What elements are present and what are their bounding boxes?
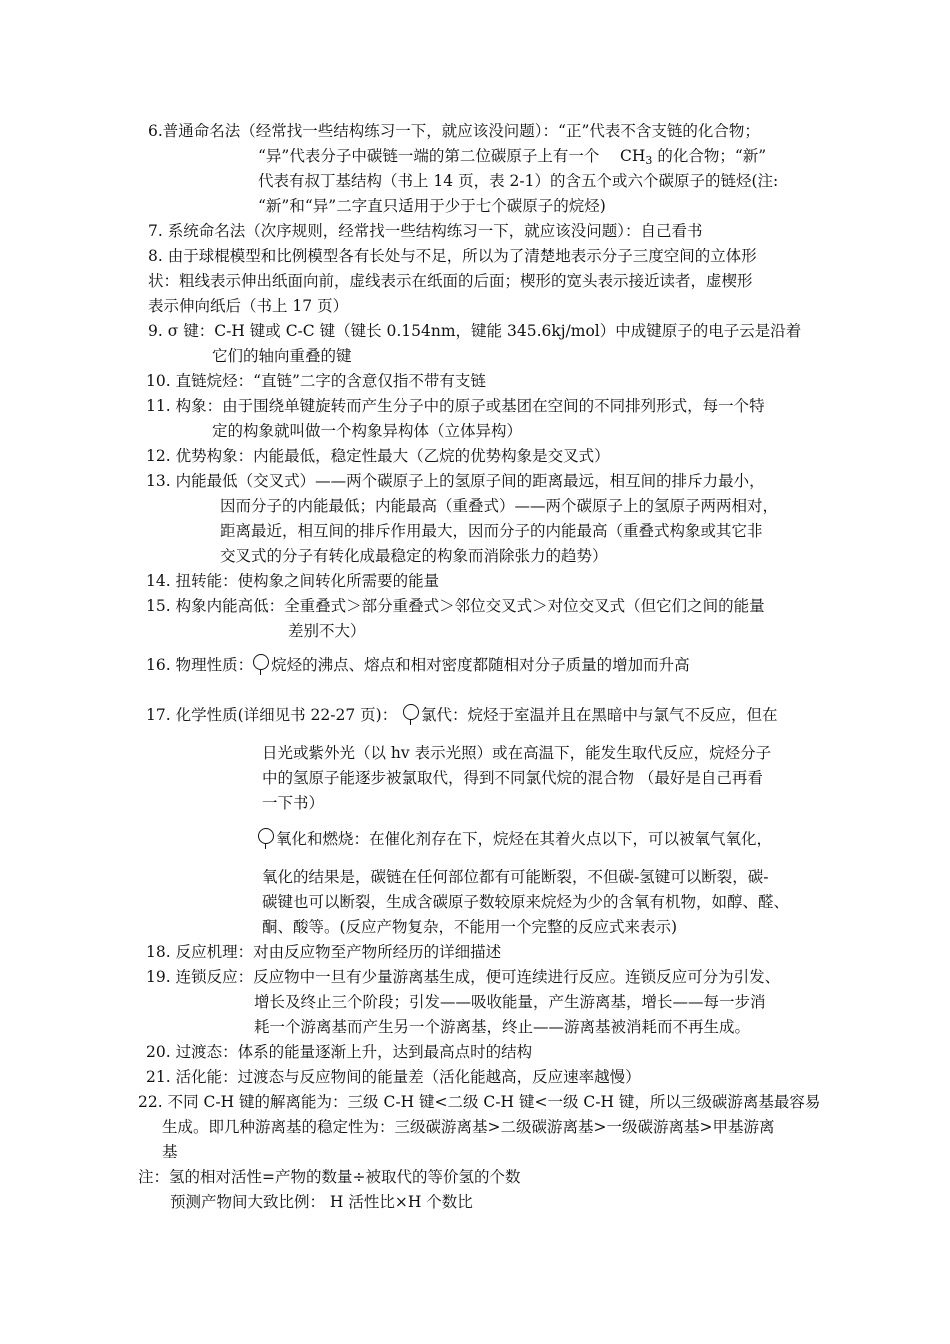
text-line: 表示伸向纸后（书上 17 页） <box>148 297 349 315</box>
text-line: “新”和“异”二字直只适用于少于七个碳原子的烷烃) <box>258 197 606 215</box>
text-line: 它们的轴向重叠的键 <box>212 347 352 365</box>
text-line: 预测产物间大致比例： H 活性比×H 个数比 <box>170 1193 473 1211</box>
text-line: 22. 不同 C-H 键的解离能为：三级 C-H 键<二级 C-H 键<一级 C-H 键，所以三级碳游离基最容易 <box>138 1093 821 1111</box>
text-line: 因而分子的内能最低；内能最高（重叠式）——两个碳原子上的氢原子两两相对， <box>220 497 779 515</box>
item-17a-text: 氯代：烷烃于室温并且在黑暗中与氯气不反应，但在 <box>421 706 778 724</box>
text-line: 8. 由于球棍模型和比例模型各有长处与不足，所以为了清楚地表示分子三度空间的立体形 <box>148 247 757 265</box>
text-line: 碳键也可以断裂，生成含碳原子数较原来烷烃为少的含氧有机物，如醇、醛、 <box>262 893 790 911</box>
text-line: 19. 连锁反应：反应物中一旦有少量游离基生成，便可连续进行反应。连锁反应可分为引发、 <box>146 968 781 986</box>
text-line: 交叉式的分子有转化成最稳定的构象而消除张力的趋势） <box>220 547 608 565</box>
text-line: 氧化的结果是，碳链在任何部位都有可能断裂，不但碳-氢键可以断裂，碳- <box>262 868 769 886</box>
text-line: 酮、酸等。(反应产物复杂，不能用一个完整的反应式来表示) <box>262 918 678 936</box>
text-line: 11. 构象：由于围绕单键旋转而产生分子中的原子或基团在空间的不同排列形式，每一个特 <box>146 397 765 415</box>
ch3-formula: CH <box>620 147 646 165</box>
text-line: 6.普通命名法（经常找一些结构练习一下，就应该没问题）：“正”代表不含支链的化合物； <box>148 122 760 140</box>
text-line: 差别不大） <box>288 622 366 640</box>
text-line: 13. 内能最低（交叉式）——两个碳原子上的氢原子间的距离最远，相互间的排斥力最小， <box>146 472 765 490</box>
ch3-subscript: 3 <box>645 154 653 167</box>
circled-number-icon <box>403 704 419 720</box>
ch3-fragment <box>620 143 766 174</box>
text-line: 21. 活化能：过渡态与反应物间的能量差（活化能越高，反应速率越慢） <box>146 1068 641 1086</box>
text-line: 14. 扭转能：使构象之间转化所需要的能量 <box>146 572 440 590</box>
item-17a-line <box>403 702 778 728</box>
text-line: 18. 反应机理：对由反应物至产物所经历的详细描述 <box>146 943 502 961</box>
text-line: 基 <box>162 1143 178 1161</box>
text-line: 生成。即几种游离基的稳定性为：三级碳游离基>二级碳游离基>一级碳游离基>甲基游离 <box>162 1118 775 1136</box>
text-line: 耗一个游离基而产生另一个游离基，终止——游离基被消耗而不再生成。 <box>254 1018 751 1036</box>
text-line: 一下书） <box>262 794 325 812</box>
item-16-line <box>146 652 690 678</box>
text-line: 距离最近，相互间的排斥作用最大，因而分子的内能最高（重叠式构象或其它非 <box>220 522 763 540</box>
text-line: 20. 过渡态：体系的能量逐渐上升，达到最高点时的结构 <box>146 1043 533 1061</box>
text-line: 定的构象就叫做一个构象异构体（立体异构） <box>212 422 523 440</box>
text-line: 增长及终止三个阶段；引发——吸收能量，产生游离基，增长——每一步消 <box>254 993 766 1011</box>
text-line: 12. 优势构象：内能最低，稳定性最大（乙烷的优势构象是交叉式） <box>146 447 610 465</box>
item-17b-line <box>258 826 772 852</box>
item-17b-text: 氧化和燃烧：在催化剂存在下，烷烃在其着火点以下，可以被氧气氧化， <box>276 830 773 848</box>
circled-number-icon <box>253 654 269 670</box>
text-line: 9. σ 键：C-H 键或 C-C 键（键长 0.154nm，键能 345.6kj/mol）中成键原子的电子云是沿着 <box>148 322 802 340</box>
text-line: 7. 系统命名法（次序规则，经常找一些结构练习一下，就应该没问题）：自己看书 <box>148 222 703 240</box>
text-line: 中的氢原子能逐步被氯取代，得到不同氯代烷的混合物 （最好是自己再看 <box>262 769 763 787</box>
text-line: 日光或紫外光（以 hv 表示光照）或在高温下，能发生取代反应，烷烃分子 <box>262 744 772 762</box>
text-line: 17. 化学性质(详细见书 22-27 页)： <box>146 706 398 724</box>
ch3-tail: 的化合物；“新” <box>652 147 767 165</box>
item-16-label: 16. 物理性质： <box>146 656 254 674</box>
item-16-text: 烷烃的沸点、熔点和相对密度都随相对分子质量的增加而升高 <box>271 656 690 674</box>
text-line: 注：氢的相对活性=产物的数量÷被取代的等价氢的个数 <box>138 1168 521 1186</box>
text-line: “异”代表分子中碳链一端的第二位碳原子上有一个 <box>258 147 600 165</box>
text-line: 状：粗线表示伸出纸面向前，虚线表示在纸面的后面；楔形的宽头表示接近读者，虚楔形 <box>148 272 753 290</box>
text-line: 10. 直链烷烃：“直链”二字的含意仅指不带有支链 <box>146 372 486 390</box>
text-line: 代表有叔丁基结构（书上 14 页，表 2-1）的含五个或六个碳原子的链烃(注: <box>258 172 779 190</box>
circled-number-icon <box>258 828 274 844</box>
text-line: 15. 构象内能高低：全重叠式＞部分重叠式＞邻位交叉式＞对位交叉式（但它们之间的能量 <box>146 597 765 615</box>
